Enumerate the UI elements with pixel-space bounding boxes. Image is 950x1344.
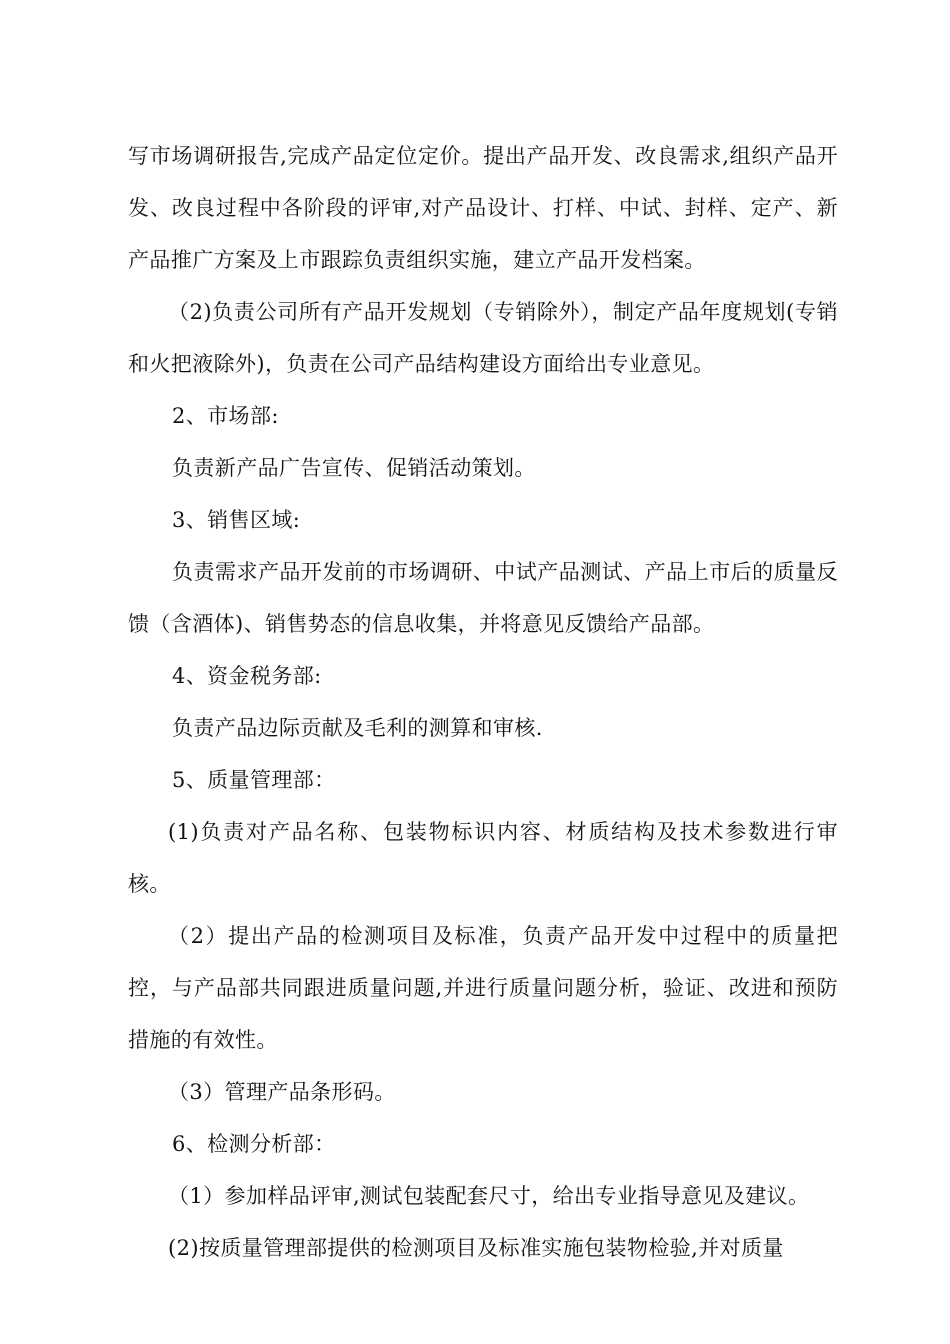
paragraph-sales-region: 负责需求产品开发前的市场调研、中试产品测试、产品上市后的质量反馈（含酒体)、销售势态的信息收集，并将意见反馈给产品部。 (128, 560, 838, 636)
paragraph-quality-dept-item-1: (1)负责对产品名称、包装物标识内容、材质结构及技术参数进行审核。 (128, 820, 838, 896)
paragraph-product-dept-item-2: （2)负责公司所有产品开发规划（专销除外），制定产品年度规划(专销和火把液除外)，负责在公司产品结构建设方面给出专业意见。 (128, 300, 838, 376)
paragraph-quality-dept-item-3: （3）管理产品条形码。 (168, 1080, 396, 1104)
heading-testing-analysis-dept: 6、检测分析部： (172, 1132, 336, 1156)
heading-marketing-dept: 2、市场部: (172, 404, 279, 428)
paragraph-product-dept-continued: 写市场调研报告,完成产品定位定价。提出产品开发、改良需求,组织产品开发、改良过程中各阶段的评审,对产品设计、打样、中试、封样、定产、新产品推广方案及上市跟踪负责组织实施，建立产品开发档案。 (128, 144, 838, 272)
heading-sales-region: 3、销售区域: (172, 508, 301, 532)
paragraph-quality-dept-item-2: （2）提出产品的检测项目及标准，负责产品开发中过程中的质量把控，与产品部共同跟进质量问题,并进行质量问题分析，验证、改进和预防措施的有效性。 (128, 924, 838, 1052)
paragraph-testing-dept-item-2: (2)按质量管理部提供的检测项目及标准实施包装物检验,并对质量 (168, 1236, 784, 1260)
paragraph-finance-tax-dept: 负责产品边际贡献及毛利的测算和审核. (172, 716, 543, 740)
paragraph-testing-dept-item-1: （1）参加样品评审,测试包装配套尺寸，给出专业指导意见及建议。 (168, 1184, 810, 1208)
document-body (128, 130, 838, 1274)
paragraph-marketing-dept: 负责新产品广告宣传、促销活动策划。 (172, 456, 536, 480)
heading-quality-dept: 5、质量管理部： (172, 768, 336, 792)
heading-finance-tax-dept: 4、资金税务部: (172, 664, 322, 688)
